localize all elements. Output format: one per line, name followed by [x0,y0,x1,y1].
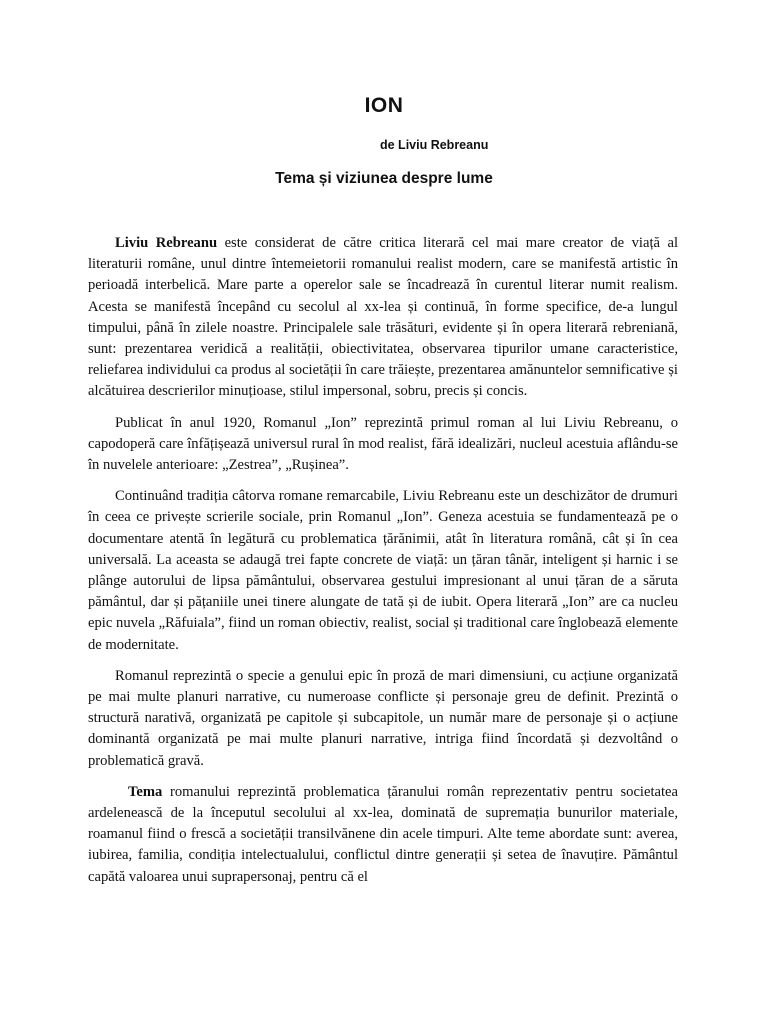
paragraph-text: este considerat de către critica literară cel mai mare creator de viață al literaturii române, unul dintre întemeietorii romanului realist modern, care se manifestă artistic în perioadă interbelică. Mare parte a operelor sale se încadrează în curentul literar numit realism. Acesta se manifestă începând cu secolul al xx-lea și continuă, în forme specifice, de-a lungul timpului, până în zilele noastre. Principalele sale trăsături, evidente și în opera literară rebreniană, sunt: prezentarea veridică a realității, obiectivitatea, observarea tipurilor umane caracteristice, reliefarea individului ca produs al societății în care trăiește, prezentarea amănuntelor semnificative și alcătuirea descrierilor minuțioase, stilul impersonal, sobru, precis și concis. [88,235,678,400]
paragraph-text: Romanul reprezintă o specie a genului epic în proză de mari dimensiuni, cu acțiune organizată pe mai multe planuri narrative, cu numeroase conflicte și personaje greu de definit. Prezintă o structură narativă, organizată pe capitole și subcapitole, un număr mare de personaje și o acțiune dominantă organizată pe mai multe planuri narrative, intriga fiind încordată și dezvoltând o problematică gravă. [88,667,678,769]
paragraph-theme [88,782,678,888]
paragraph-text: Publicat în anul 1920, Romanul „Ion” reprezintă primul roman al lui Liviu Rebreanu, o capodoperă care înfățișează universul rural în mod realist, fără idealizări, nucleul acestuia aflându-se în nuvelele anterioare: „Zestrea”, „Rușinea”. [88,414,678,474]
paragraph-text: Continuând tradiția câtorva romane remarcabile, Liviu Rebreanu este un deschizător de drumuri în ceea ce privește scrierile sociale, prin Romanul „Ion”. Geneza acestuia se fundamentează pe o documentare atentă în legătură cu problematica țărănimii, atât în literatura română, cât și în cea universală. La aceasta se adaugă trei fapte concrete de viață: un țăran tânăr, inteligent și harnic i se plânge autorului de lipsa pământului, observarea gestului impresionant al unui țăran de a săruta pământul, dar și pățaniile unei tinere alungate de tată și de iubit. Opera literară „Ion” are ca nucleu epic nuvela „Răfuiala”, fiind un roman obiectiv, realist, social și traditional care înglobează elemente de modernitate. [88,488,678,653]
paragraph-lead-author: Liviu Rebreanu [115,235,218,251]
document-title: ION [364,94,404,117]
paragraph-intro [88,233,678,403]
paragraph-text: romanului reprezintă problematica țăranului român reprezentativ pentru societatea ardelenească de la începutul secolului al xx-lea, dominată de supremația bunurilor materiale, roamanul fiind o frescă a societății transilvănene din acele timpuri. Alte teme abordate sunt: averea, iubirea, familia, condiția intelectualului, conflictul dintre generații și setea de înavuțire. Pământul capătă valoarea unui suprapersonaj, pentru că el [88,783,678,885]
document-subtitle: Tema și viziunea despre lume [275,170,493,187]
paragraph-genre [88,666,678,772]
paragraph-genesis [88,486,678,656]
paragraph-lead-theme: Tema [128,783,163,800]
paragraph-publication [88,413,678,477]
document-body [88,233,678,898]
document-author: de Liviu Rebreanu [380,138,489,152]
